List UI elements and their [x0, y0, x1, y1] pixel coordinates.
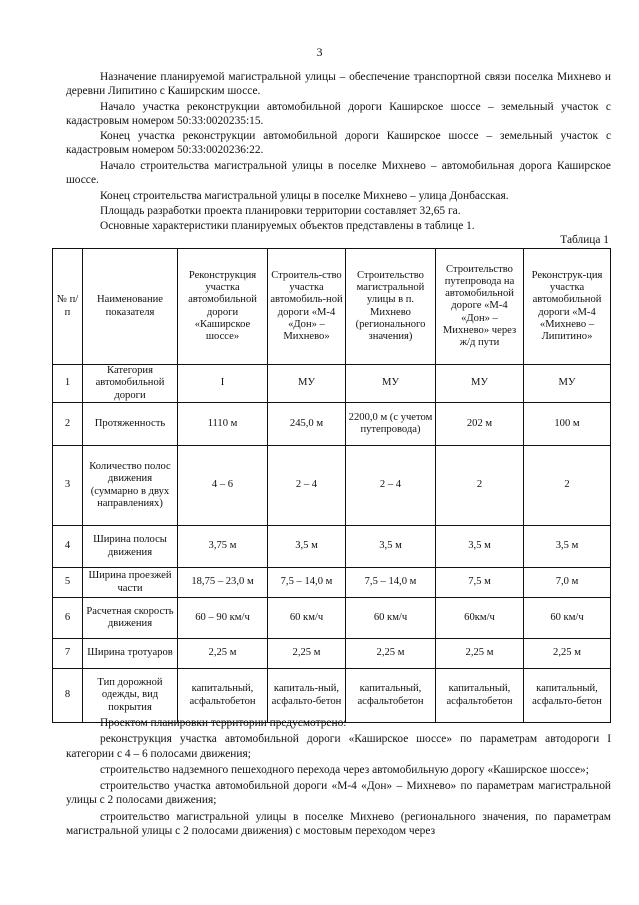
- row-indicator: Категория автомобильной дороги: [83, 365, 178, 403]
- post-paragraph-1: Проектом планировки территории предусмотрено:: [100, 717, 347, 729]
- row-indicator: Тип дорожной одежды, вид покрытия: [83, 669, 178, 723]
- header-overpass: Строительство путепровода на автомобильной дороге «М-4 «Дон» – Михнево» через ж/д пути: [436, 249, 524, 365]
- cell-value: 2,25 м: [436, 639, 524, 669]
- row-number: 4: [53, 526, 83, 568]
- cell-value: МУ: [268, 365, 346, 403]
- intro-paragraph-1: Назначение планируемой магистральной улицы – обеспечение транспортной связи поселка Михнево и деревни Липитино с Каширским шоссе.: [66, 71, 611, 98]
- cell-value: 3,75 м: [178, 526, 268, 568]
- header-m4-mikhnevo: Строитель-ство участка автомобиль-ной дороги «М-4 «Дон» – Михнево»: [268, 249, 346, 365]
- post-paragraph-4: строительство участка автомобильной дороги «М-4 «Дон» – Михнево» по параметрам магистральной улицы с 2 полосами движения;: [66, 780, 611, 807]
- table-row: [53, 526, 611, 568]
- cell-value: 3,5 м: [436, 526, 524, 568]
- cell-value: 60 км/ч: [346, 598, 436, 639]
- intro-paragraph-3: Конец участка реконструкции автомобильной дороги Каширское шоссе – земельный участок с кадастровым номером 50:33:0020236:22.: [66, 130, 611, 157]
- table-header-row: [53, 249, 611, 365]
- row-number: 3: [53, 446, 83, 526]
- table-row: [53, 403, 611, 446]
- cell-value: 2 – 4: [346, 446, 436, 526]
- cell-value: 7,5 – 14,0 м: [268, 568, 346, 598]
- header-kashirskoe: Реконструкция участка автомобильной дороги «Каширское шоссе»: [178, 249, 268, 365]
- post-paragraph-3: строительство надземного пешеходного перехода через автомобильную дорогу «Каширское шоссе»;: [100, 763, 589, 776]
- cell-value: 3,5 м: [524, 526, 611, 568]
- cell-value: капитальный, асфальтобетон: [436, 669, 524, 723]
- table-row: [53, 598, 611, 639]
- intro-paragraph-2: Начало участка реконструкции автомобильной дороги Каширское шоссе – земельный участок с кадастровым номером 50:33:0020235:15.: [66, 101, 611, 128]
- cell-value: 18,75 – 23,0 м: [178, 568, 268, 598]
- cell-value: 4 – 6: [178, 446, 268, 526]
- header-indicator: Наименование показателя: [83, 249, 178, 365]
- header-lipitino: Реконструк-ция участка автомобильной дороги «М-4 «Михнево – Липитино»: [524, 249, 611, 365]
- cell-value: 2,25 м: [268, 639, 346, 669]
- cell-value: капитальный, асфальто-бетон: [524, 669, 611, 723]
- cell-value: 7,5 – 14,0 м: [346, 568, 436, 598]
- table-row: [53, 568, 611, 598]
- characteristics-table: [52, 248, 611, 723]
- table-row: [53, 365, 611, 403]
- cell-value: 60 – 90 км/ч: [178, 598, 268, 639]
- row-number: 8: [53, 669, 83, 723]
- cell-value: капитальный, асфальтобетон: [346, 669, 436, 723]
- intro-paragraph-5: Конец строительства магистральной улицы в поселке Михнево – улица Донбасская.: [100, 190, 509, 202]
- row-indicator: Ширина проезжей части: [83, 568, 178, 598]
- intro-paragraph-6: Площадь разработки проекта планировки территории составляет 32,65 га.: [100, 205, 461, 217]
- row-number: 1: [53, 365, 83, 403]
- cell-value: капитальный, асфальтобетон: [178, 669, 268, 723]
- row-number: 7: [53, 639, 83, 669]
- table-caption: Таблица 1: [560, 234, 609, 246]
- cell-value: МУ: [346, 365, 436, 403]
- cell-value: 2 – 4: [268, 446, 346, 526]
- row-indicator: Протяженность: [83, 403, 178, 446]
- row-indicator: Ширина тротуаров: [83, 639, 178, 669]
- cell-value: 7,0 м: [524, 568, 611, 598]
- post-table-text: [66, 716, 611, 840]
- cell-value: 60км/ч: [436, 598, 524, 639]
- cell-value: капиталь-ный, асфальто-бетон: [268, 669, 346, 723]
- header-main-street: Строительство магистральной улицы в п. Михнево (регионального значения): [346, 249, 436, 365]
- cell-value: 202 м: [436, 403, 524, 446]
- cell-value: 2,25 м: [346, 639, 436, 669]
- cell-value: 2,25 м: [178, 639, 268, 669]
- intro-paragraph-7: Основные характеристики планируемых объектов представлены в таблице 1.: [100, 220, 475, 232]
- table-row: [53, 639, 611, 669]
- table-row: [53, 669, 611, 723]
- post-paragraph-5: строительство магистральной улицы в поселке Михнево (регионального значения, по параметрам магистральной улицы с 2 полосами движения) с мостовым переходом через: [66, 810, 611, 838]
- cell-value: I: [178, 365, 268, 403]
- row-number: 5: [53, 568, 83, 598]
- row-number: 2: [53, 403, 83, 446]
- cell-value: МУ: [524, 365, 611, 403]
- row-number: 6: [53, 598, 83, 639]
- cell-value: 2: [436, 446, 524, 526]
- row-indicator: Ширина полосы движения: [83, 526, 178, 568]
- cell-value: 2200,0 м (с учетом путепровода): [346, 403, 436, 446]
- cell-value: 3,5 м: [346, 526, 436, 568]
- cell-value: 2,25 м: [524, 639, 611, 669]
- cell-value: 3,5 м: [268, 526, 346, 568]
- cell-value: 7,5 м: [436, 568, 524, 598]
- header-number: № п/п: [53, 249, 83, 365]
- cell-value: 100 м: [524, 403, 611, 446]
- cell-value: 1110 м: [178, 403, 268, 446]
- cell-value: 60 км/ч: [268, 598, 346, 639]
- intro-paragraph-4: Начало строительства магистральной улицы в поселке Михнево – автомобильная дорога Каширское шоссе.: [66, 160, 611, 187]
- page-number: 3: [316, 45, 323, 59]
- row-indicator: Количество полос движения (суммарно в двух направлениях): [83, 446, 178, 526]
- cell-value: 2: [524, 446, 611, 526]
- cell-value: МУ: [436, 365, 524, 403]
- post-paragraph-2: реконструкция участка автомобильной дороги «Каширское шоссе» по параметрам автодороги I категории с 4 – 6 полосами движения;: [66, 733, 611, 760]
- cell-value: 60 км/ч: [524, 598, 611, 639]
- row-indicator: Расчетная скорость движения: [83, 598, 178, 639]
- table-row: [53, 446, 611, 526]
- cell-value: 245,0 м: [268, 403, 346, 446]
